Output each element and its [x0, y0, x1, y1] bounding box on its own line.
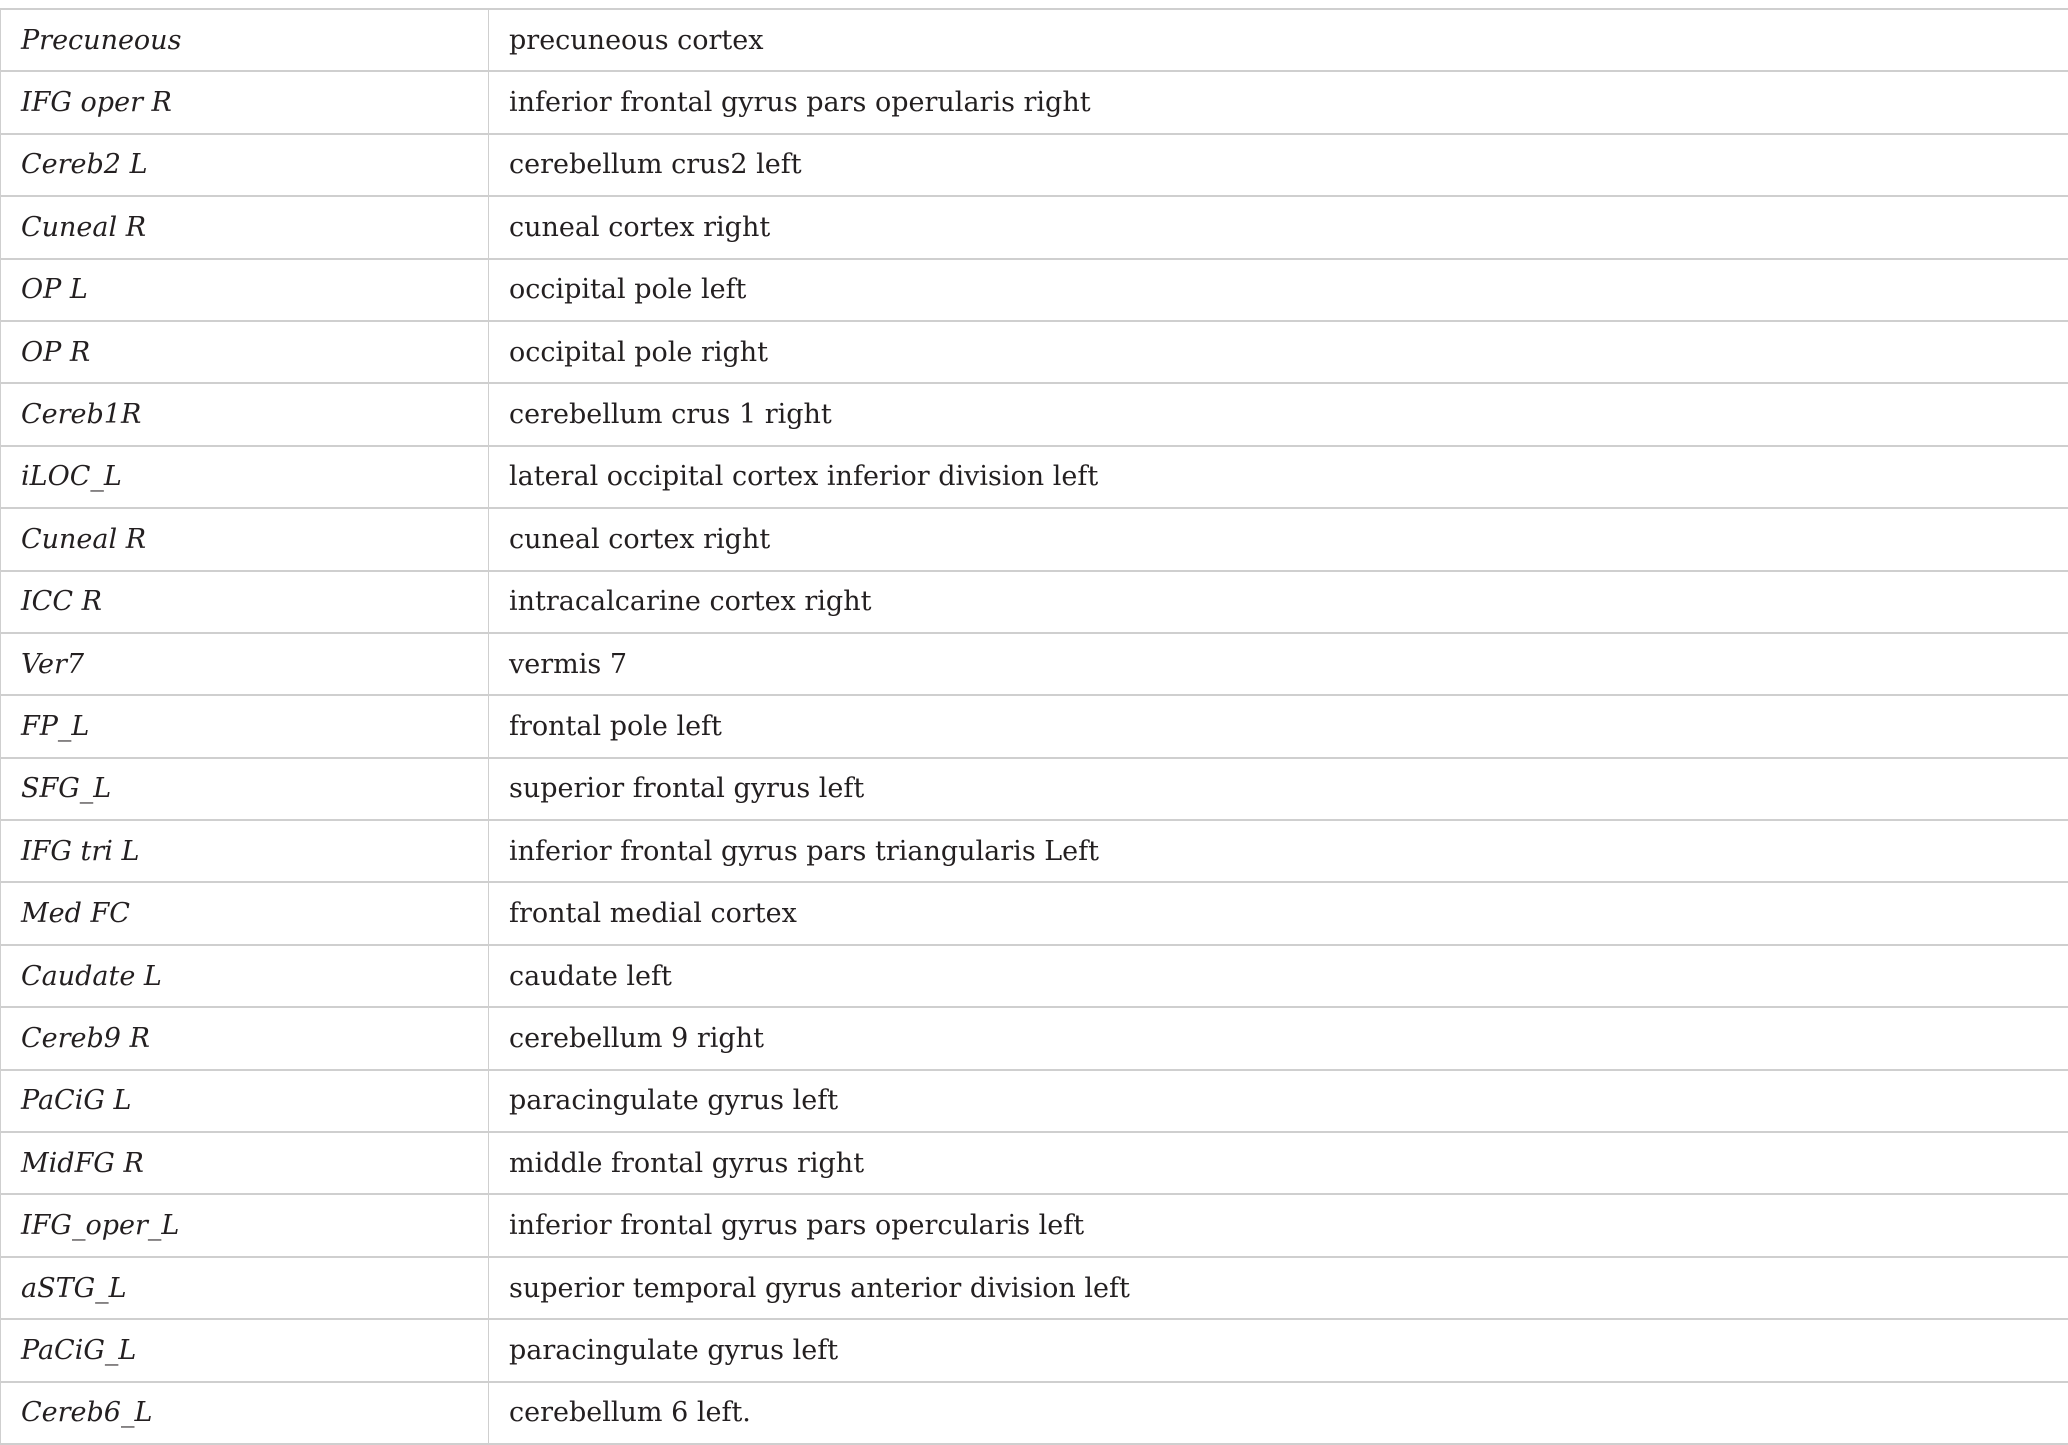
table-row [1, 571, 2068, 633]
full-name-cell: cerebellum crus 1 right [489, 383, 2068, 445]
table-row [1, 1194, 2068, 1256]
full-name-cell: paracingulate gyrus left [489, 1070, 2068, 1132]
full-name-cell: paracingulate gyrus left [489, 1319, 2068, 1381]
full-name-cell: vermis 7 [489, 633, 2068, 695]
table-row [1, 1132, 2068, 1194]
abbreviation-cell: MidFG R [1, 1132, 489, 1194]
table-row [1, 508, 2068, 570]
abbreviation-cell: ICC R [1, 571, 489, 633]
table-row [1, 945, 2068, 1007]
full-name-cell: inferior frontal gyrus pars operularis right [489, 71, 2068, 133]
table-row [1, 71, 2068, 133]
full-name-cell: intracalcarine cortex right [489, 571, 2068, 633]
abbreviation-cell: aSTG_L [1, 1257, 489, 1319]
full-name-cell: occipital pole right [489, 321, 2068, 383]
full-name-cell: superior frontal gyrus left [489, 758, 2068, 820]
full-name-cell: inferior frontal gyrus pars triangularis Left [489, 820, 2068, 882]
table-row [1, 9, 2068, 71]
full-name-cell: caudate left [489, 945, 2068, 1007]
table-row [1, 321, 2068, 383]
abbreviation-table-body [1, 9, 2068, 1444]
abbreviation-table [0, 8, 2068, 1445]
full-name-cell: occipital pole left [489, 259, 2068, 321]
full-name-cell: cerebellum crus2 left [489, 134, 2068, 196]
table-row [1, 383, 2068, 445]
abbreviation-cell: PaCiG_L [1, 1319, 489, 1381]
table-row [1, 882, 2068, 944]
table-row [1, 820, 2068, 882]
abbreviation-cell: Cuneal R [1, 196, 489, 258]
table-row [1, 1007, 2068, 1069]
full-name-cell: cuneal cortex right [489, 508, 2068, 570]
abbreviation-cell: Cereb2 L [1, 134, 489, 196]
abbreviation-cell: SFG_L [1, 758, 489, 820]
abbreviation-cell: Cereb9 R [1, 1007, 489, 1069]
full-name-cell: frontal pole left [489, 695, 2068, 757]
abbreviation-cell: Cuneal R [1, 508, 489, 570]
abbreviation-cell: Caudate L [1, 945, 489, 1007]
table-row [1, 1319, 2068, 1381]
full-name-cell: superior temporal gyrus anterior division left [489, 1257, 2068, 1319]
table-row [1, 196, 2068, 258]
table-row [1, 1257, 2068, 1319]
abbreviation-cell: Cereb1R [1, 383, 489, 445]
abbreviation-cell: OP R [1, 321, 489, 383]
abbreviation-cell: OP L [1, 259, 489, 321]
table-row [1, 633, 2068, 695]
abbreviation-cell: Med FC [1, 882, 489, 944]
abbreviation-cell: Cereb6_L [1, 1382, 489, 1444]
full-name-cell: lateral occipital cortex inferior division left [489, 446, 2068, 508]
table-row [1, 1382, 2068, 1444]
table-row [1, 758, 2068, 820]
table-row [1, 259, 2068, 321]
abbreviation-cell: Precuneous [1, 9, 489, 71]
full-name-cell: precuneous cortex [489, 9, 2068, 71]
full-name-cell: cerebellum 6 left. [489, 1382, 2068, 1444]
table-row [1, 446, 2068, 508]
full-name-cell: middle frontal gyrus right [489, 1132, 2068, 1194]
abbreviation-cell: FP_L [1, 695, 489, 757]
abbreviation-cell: Ver7 [1, 633, 489, 695]
full-name-cell: frontal medial cortex [489, 882, 2068, 944]
full-name-cell: cuneal cortex right [489, 196, 2068, 258]
table-row [1, 1070, 2068, 1132]
full-name-cell: cerebellum 9 right [489, 1007, 2068, 1069]
abbreviation-cell: iLOC_L [1, 446, 489, 508]
table-row [1, 134, 2068, 196]
abbreviation-cell: PaCiG L [1, 1070, 489, 1132]
abbreviation-cell: IFG_oper_L [1, 1194, 489, 1256]
abbreviation-cell: IFG oper R [1, 71, 489, 133]
full-name-cell: inferior frontal gyrus pars opercularis left [489, 1194, 2068, 1256]
table-row [1, 695, 2068, 757]
abbreviation-cell: IFG tri L [1, 820, 489, 882]
